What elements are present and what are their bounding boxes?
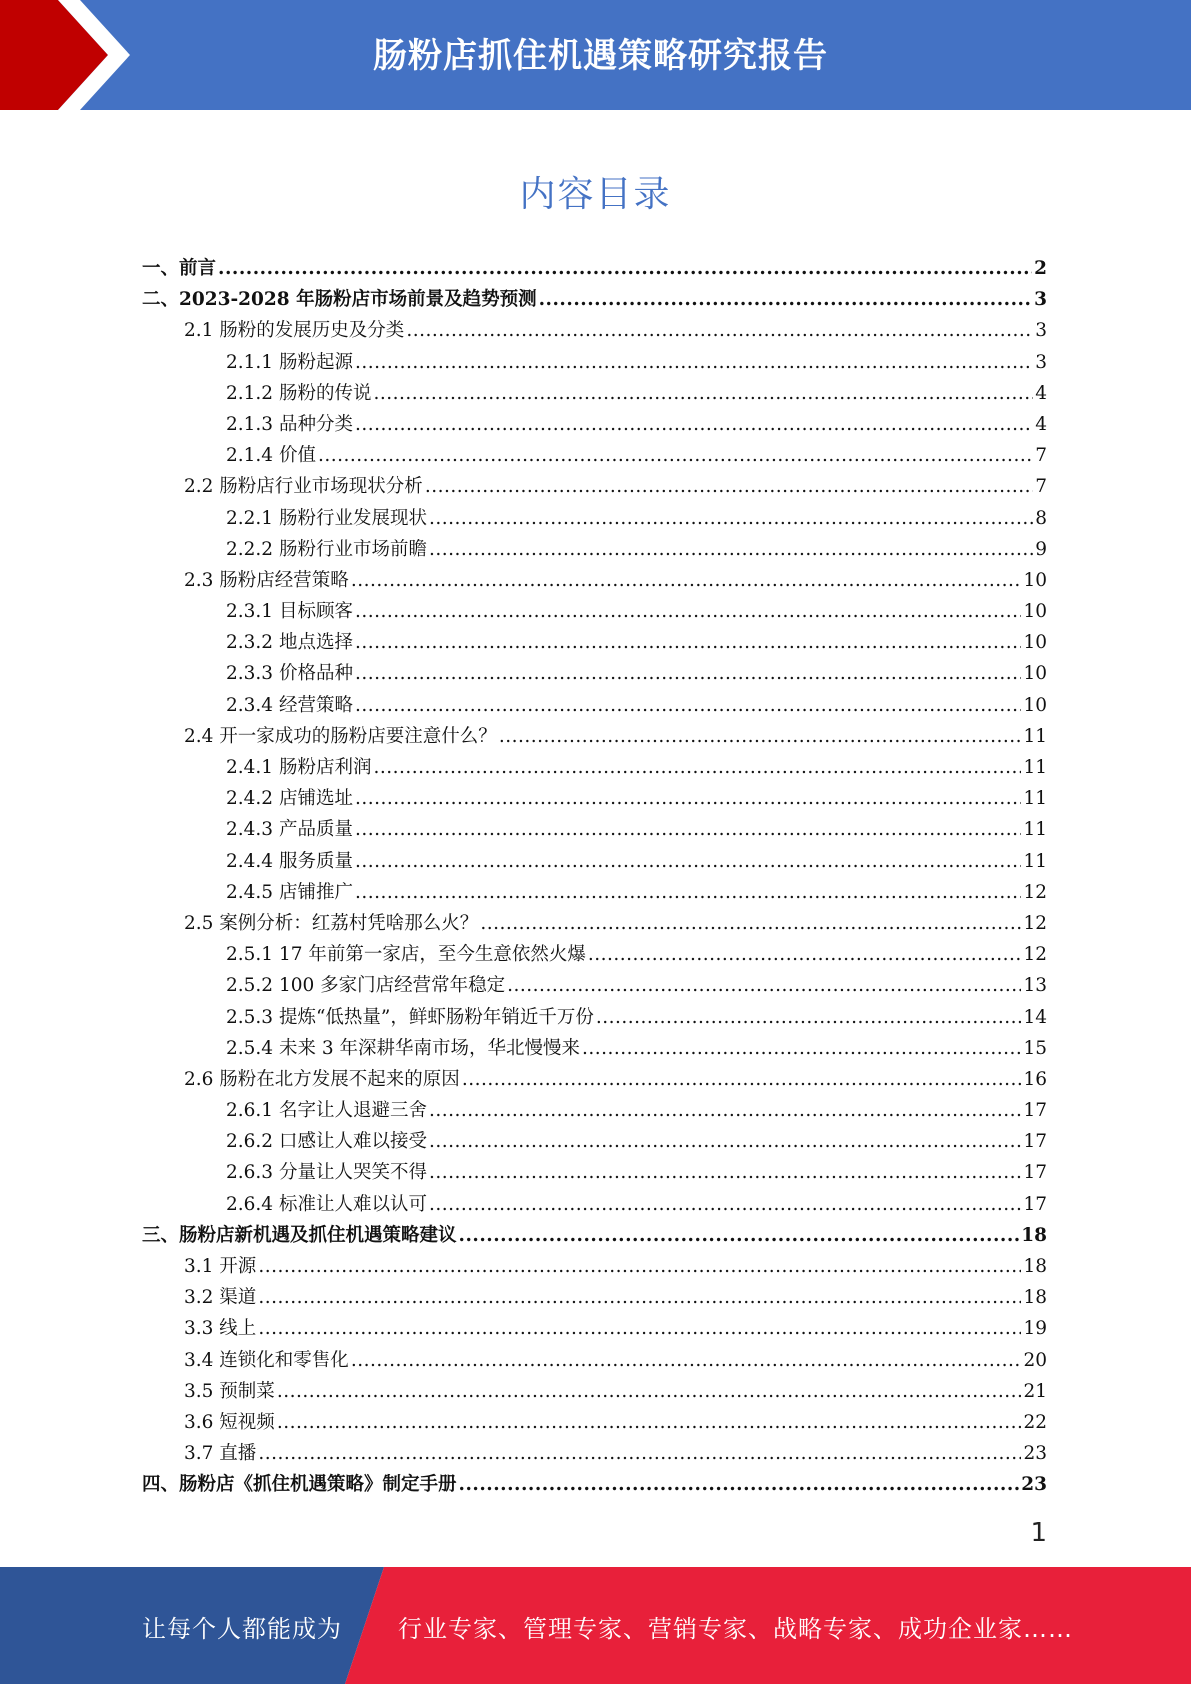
header-band [0, 0, 1191, 110]
toc-entry-page: 20 [1023, 1349, 1047, 1371]
toc-entry[interactable] [142, 1126, 1047, 1157]
report-title: 肠粉店抓住机遇策略研究报告 [373, 36, 828, 76]
toc-entry-page: 18 [1023, 1287, 1047, 1309]
toc-entry[interactable] [142, 596, 1047, 627]
toc-leader-dots [373, 752, 1021, 783]
toc-entry-title: 3.6 短视频 [184, 1411, 275, 1433]
toc-leader-dots [258, 1251, 1021, 1282]
toc-entry-page: 10 [1023, 632, 1047, 654]
toc-leader-dots [429, 1095, 1021, 1126]
toc-entry[interactable] [142, 1376, 1047, 1407]
toc-leader-dots [277, 1376, 1022, 1407]
toc-entry[interactable] [142, 970, 1047, 1001]
footer-band [0, 1567, 1191, 1684]
toc-entry-page: 17 [1023, 1193, 1047, 1215]
toc-entry-title: 2.3.3 价格品种 [226, 663, 353, 685]
toc-leader-dots [425, 471, 1033, 502]
toc-entry-title: 2.2.2 肠粉行业市场前瞻 [226, 538, 427, 560]
toc-entry-page: 23 [1021, 1474, 1047, 1496]
toc-leader-dots [480, 908, 1021, 939]
toc-entry-title: 3.5 预制菜 [184, 1380, 275, 1402]
toc-entry[interactable] [142, 814, 1047, 845]
toc-entry-page: 7 [1035, 445, 1047, 467]
toc-entry[interactable] [142, 1251, 1047, 1282]
toc-entry-page: 18 [1023, 1256, 1047, 1277]
toc-entry-page: 16 [1023, 1068, 1047, 1090]
toc-entry[interactable] [142, 1064, 1047, 1095]
toc-entry-title: 2.5.2 100 多家门店经营常年稳定 [226, 975, 506, 997]
toc-entry-page: 10 [1023, 663, 1047, 685]
toc-entry[interactable] [142, 565, 1047, 596]
toc-entry-page: 12 [1023, 944, 1047, 966]
toc-leader-dots [429, 534, 1033, 565]
table-of-contents [142, 253, 1047, 1501]
toc-leader-dots [318, 440, 1033, 471]
toc-entry[interactable] [142, 534, 1047, 565]
toc-entry-page: 12 [1023, 912, 1047, 934]
toc-entry-title: 2.3 肠粉店经营策略 [184, 569, 349, 591]
toc-entry[interactable] [142, 752, 1047, 783]
toc-entry-title: 3.4 连锁化和零售化 [184, 1349, 349, 1371]
toc-entry[interactable] [142, 1157, 1047, 1188]
toc-entry-title: 2.1.3 品种分类 [226, 413, 353, 435]
toc-entry[interactable] [142, 284, 1047, 315]
toc-entry-title: 2.3.4 经营策略 [226, 694, 353, 716]
toc-entry-title: 3.2 渠道 [184, 1287, 257, 1309]
toc-entry-page: 13 [1023, 975, 1047, 997]
toc-entry-page: 11 [1023, 819, 1047, 841]
toc-entry-title: 2.4.3 产品质量 [226, 819, 353, 841]
toc-leader-dots [355, 690, 1022, 721]
toc-entry-title: 2.5.3 提炼“低热量”，鲜虾肠粉年销近千万份 [226, 1006, 594, 1028]
toc-entry-page: 11 [1023, 725, 1047, 747]
toc-entry-title: 2.2.1 肠粉行业发展现状 [226, 507, 427, 529]
toc-entry-page: 18 [1021, 1224, 1047, 1246]
toc-leader-dots [429, 1157, 1021, 1188]
toc-entry[interactable] [142, 1220, 1047, 1251]
toc-entry[interactable] [142, 1002, 1047, 1033]
toc-entry-title: 2.6.4 标准让人难以认可 [226, 1193, 427, 1215]
toc-heading: 内容目录 [519, 174, 672, 215]
toc-entry-page: 8 [1035, 507, 1047, 529]
toc-leader-dots [355, 877, 1022, 908]
toc-leader-dots [588, 939, 1022, 970]
toc-entry-page: 19 [1023, 1318, 1047, 1340]
toc-entry[interactable] [142, 409, 1047, 440]
toc-leader-dots [539, 284, 1033, 315]
toc-entry-page: 4 [1035, 413, 1047, 435]
toc-entry-page: 3 [1035, 320, 1047, 342]
toc-leader-dots [596, 1002, 1022, 1033]
toc-leader-dots [373, 378, 1033, 409]
toc-entry-title: 2.3.1 目标顾客 [226, 601, 353, 623]
toc-leader-dots [258, 1313, 1021, 1344]
toc-entry-page: 22 [1023, 1411, 1047, 1433]
toc-leader-dots [277, 1407, 1022, 1438]
toc-entry[interactable] [142, 690, 1047, 721]
toc-entry-page: 21 [1023, 1380, 1047, 1402]
toc-entry-title: 2.4 开一家成功的肠粉店要注意什么？ [184, 725, 497, 747]
toc-leader-dots [429, 1189, 1021, 1220]
toc-entry[interactable] [142, 347, 1047, 378]
toc-leader-dots [429, 1126, 1021, 1157]
toc-entry[interactable] [142, 1282, 1047, 1313]
toc-entry-title: 2.4.2 店铺选址 [226, 788, 353, 810]
toc-entry-title: 四、肠粉店《抓住机遇策略》制定手册 [142, 1474, 457, 1496]
toc-leader-dots [355, 627, 1022, 658]
toc-leader-dots [218, 253, 1032, 284]
toc-leader-dots [351, 1345, 1022, 1376]
toc-entry[interactable] [142, 1469, 1047, 1500]
toc-leader-dots [258, 1438, 1021, 1469]
toc-entry[interactable] [142, 1095, 1047, 1126]
toc-entry-page: 3 [1034, 289, 1047, 311]
toc-entry-title: 2.1.1 肠粉起源 [226, 351, 353, 373]
toc-leader-dots [351, 565, 1022, 596]
toc-entry[interactable] [142, 503, 1047, 534]
toc-entry[interactable] [142, 1189, 1047, 1220]
toc-entry-page: 2 [1034, 258, 1047, 279]
toc-entry-title: 2.1.2 肠粉的传说 [226, 382, 372, 404]
toc-leader-dots [406, 315, 1033, 346]
toc-entry-title: 3.3 线上 [184, 1318, 257, 1340]
toc-entry-page: 15 [1023, 1037, 1047, 1059]
footer-slogan-left: 让每个人都能成为 [142, 1615, 342, 1643]
toc-leader-dots [355, 846, 1022, 877]
toc-entry-title: 一、前言 [142, 258, 217, 279]
toc-entry-page: 17 [1023, 1162, 1047, 1184]
toc-entry-title: 2.5.1 17 年前第一家店，至今生意依然火爆 [226, 944, 586, 966]
toc-leader-dots [355, 347, 1033, 378]
toc-entry-page: 7 [1035, 476, 1047, 498]
toc-entry[interactable] [142, 253, 1047, 284]
toc-entry-page: 17 [1023, 1100, 1047, 1122]
toc-entry[interactable] [142, 721, 1047, 752]
toc-entry[interactable] [142, 908, 1047, 939]
toc-entry[interactable] [142, 1033, 1047, 1064]
toc-leader-dots [459, 1220, 1020, 1251]
toc-entry-page: 9 [1035, 538, 1047, 560]
toc-entry[interactable] [142, 440, 1047, 471]
toc-entry-title: 2.4.4 服务质量 [226, 850, 353, 872]
toc-entry-page: 11 [1023, 850, 1047, 872]
toc-leader-dots [355, 409, 1033, 440]
toc-entry-title: 2.5.4 未来 3 年深耕华南市场，华北慢慢来 [226, 1037, 580, 1059]
toc-leader-dots [258, 1282, 1021, 1313]
toc-entry[interactable] [142, 1438, 1047, 1469]
toc-leader-dots [429, 503, 1033, 534]
toc-entry-title: 2.3.2 地点选择 [226, 632, 353, 654]
toc-leader-dots [355, 814, 1022, 845]
toc-entry[interactable] [142, 315, 1047, 346]
toc-entry-title: 2.4.1 肠粉店利润 [226, 757, 372, 778]
toc-entry-page: 3 [1035, 351, 1047, 373]
toc-entry-title: 2.4.5 店铺推广 [226, 881, 353, 903]
toc-entry-title: 二、2023-2028 年肠粉店市场前景及趋势预测 [142, 289, 537, 311]
toc-entry-title: 三、肠粉店新机遇及抓住机遇策略建议 [142, 1224, 457, 1246]
toc-entry[interactable] [142, 471, 1047, 502]
toc-entry-page: 14 [1023, 1006, 1047, 1028]
toc-entry-page: 11 [1023, 757, 1047, 778]
toc-entry[interactable] [142, 1345, 1047, 1376]
toc-entry-title: 3.1 开源 [184, 1256, 257, 1277]
toc-entry-title: 2.6.1 名字让人退避三舍 [226, 1100, 427, 1122]
toc-entry-page: 10 [1023, 694, 1047, 716]
toc-entry-page: 12 [1023, 881, 1047, 903]
toc-entry-page: 17 [1023, 1131, 1047, 1153]
toc-entry-title: 2.1 肠粉的发展历史及分类 [184, 320, 405, 342]
toc-entry[interactable] [142, 783, 1047, 814]
toc-leader-dots [355, 658, 1022, 689]
toc-leader-dots [459, 1469, 1020, 1500]
page-number: 1 [1030, 1518, 1047, 1548]
toc-entry-page: 10 [1023, 569, 1047, 591]
toc-entry-page: 23 [1023, 1443, 1047, 1465]
toc-leader-dots [355, 596, 1022, 627]
toc-entry[interactable] [142, 1313, 1047, 1344]
toc-entry[interactable] [142, 1407, 1047, 1438]
footer-slogan-right: 行业专家、管理专家、营销专家、战略专家、成功企业家…… [398, 1615, 1073, 1643]
toc-entry-page: 10 [1023, 601, 1047, 623]
toc-entry-title: 2.5 案例分析：红荔村凭啥那么火？ [184, 912, 479, 934]
toc-entry-title: 2.6.2 口感让人难以接受 [226, 1131, 427, 1153]
toc-leader-dots [355, 783, 1022, 814]
toc-entry[interactable] [142, 658, 1047, 689]
toc-leader-dots [499, 721, 1022, 752]
toc-entry[interactable] [142, 846, 1047, 877]
toc-entry-title: 2.6 肠粉在北方发展不起来的原因 [184, 1068, 460, 1090]
toc-entry[interactable] [142, 627, 1047, 658]
toc-leader-dots [582, 1033, 1021, 1064]
toc-entry-title: 2.6.3 分量让人哭笑不得 [226, 1162, 427, 1184]
toc-entry-title: 3.7 直播 [184, 1443, 257, 1465]
toc-entry-page: 4 [1035, 382, 1047, 404]
toc-entry-page: 11 [1023, 788, 1047, 810]
toc-leader-dots [462, 1064, 1022, 1095]
toc-entry-title: 2.1.4 价值 [226, 445, 316, 467]
toc-leader-dots [507, 970, 1021, 1001]
toc-entry-title: 2.2 肠粉店行业市场现状分析 [184, 476, 423, 498]
toc-entry[interactable] [142, 378, 1047, 409]
toc-entry[interactable] [142, 877, 1047, 908]
toc-entry[interactable] [142, 939, 1047, 970]
